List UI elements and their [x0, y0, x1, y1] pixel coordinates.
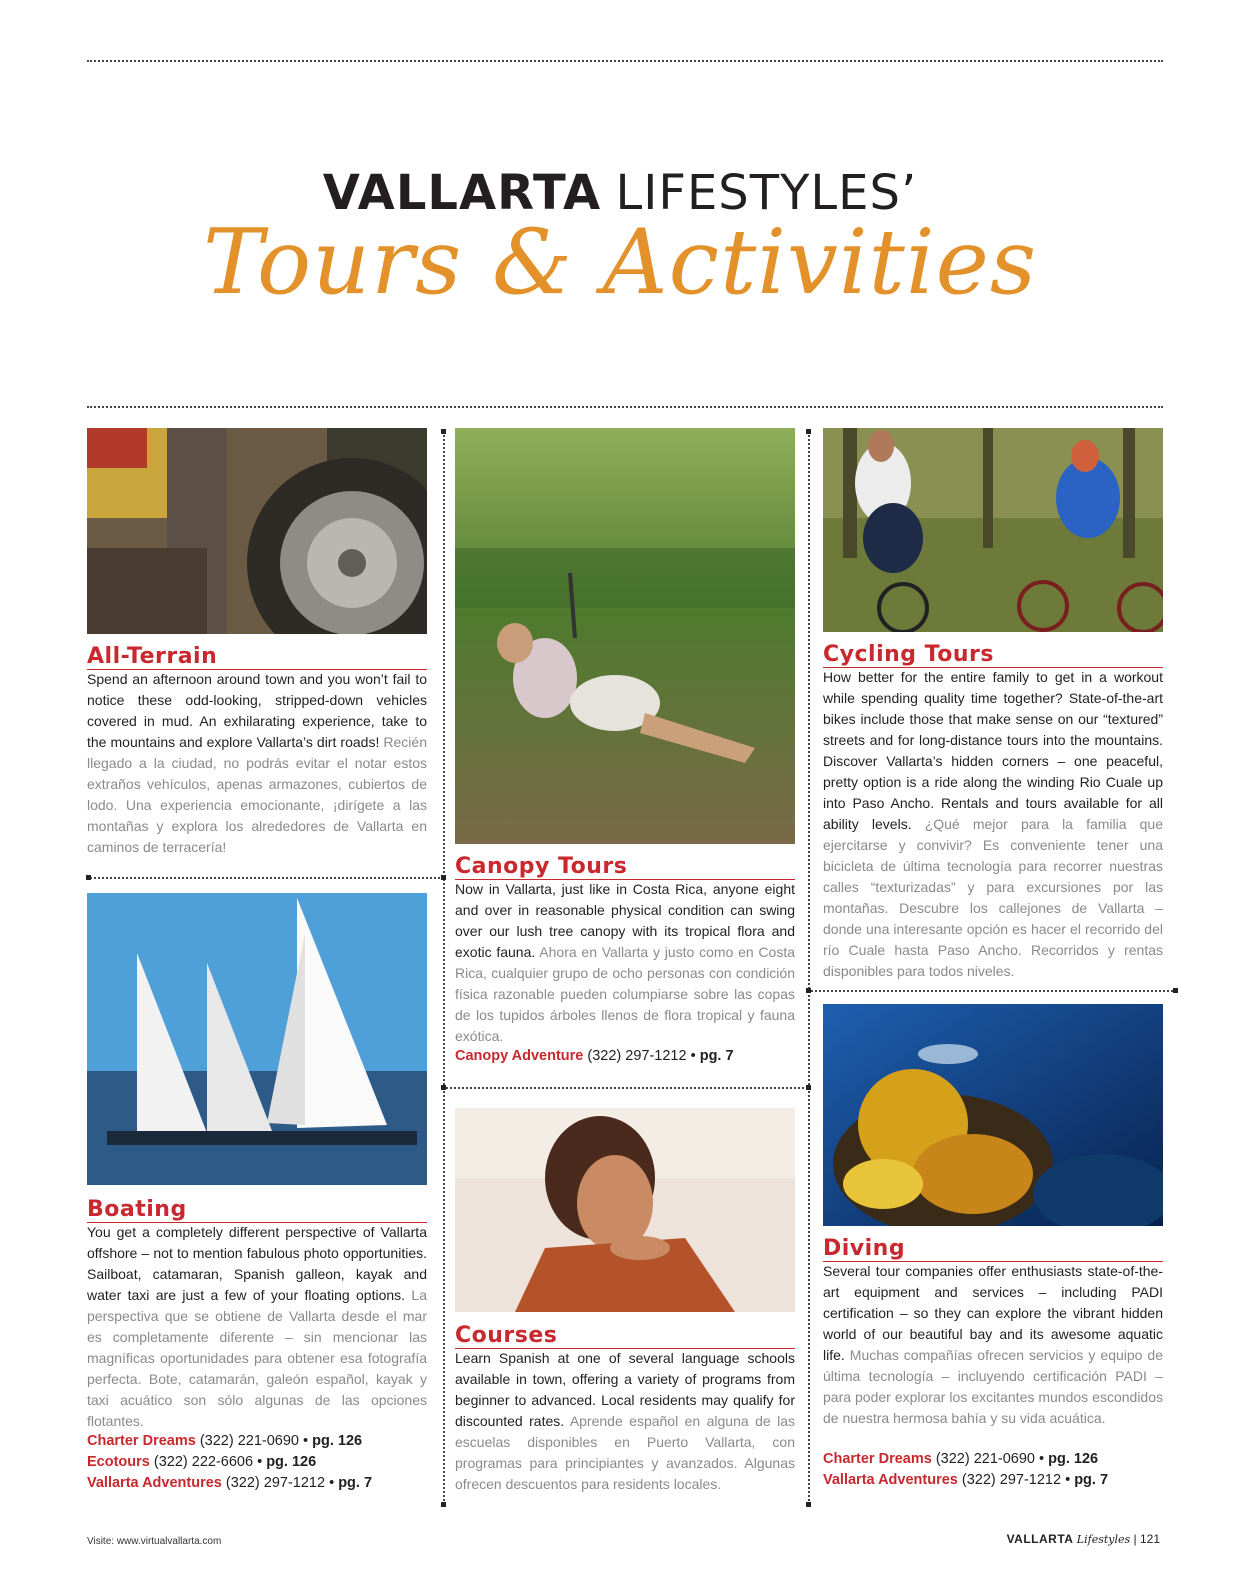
column-divider-left	[443, 432, 445, 1504]
contact-name: Charter Dreams	[823, 1451, 932, 1467]
footer-website: Visite: www.virtualvallarta.com	[87, 1536, 222, 1547]
contact-name: Vallarta Adventures	[823, 1472, 958, 1488]
all-terrain-title: All-Terrain	[87, 645, 427, 670]
divider-marker	[441, 875, 446, 880]
canopy-photo	[455, 428, 795, 844]
divider-marker	[1173, 988, 1178, 993]
diving-photo	[823, 1004, 1163, 1226]
boating-photo	[87, 893, 427, 1185]
brand-bold: VALLARTA	[322, 165, 602, 221]
contact-name: Charter Dreams	[87, 1433, 196, 1449]
courses-english: Learn Spanish at one of several language schools available in town, offering a variety of programs from beginner to advanced. Local residents may qualify for discounted rates.	[455, 1350, 795, 1429]
contact-line: Charter Dreams (322) 221-0690 • pg. 126	[87, 1433, 363, 1449]
contact-phone: (322) 297-1212	[225, 1475, 326, 1491]
column-divider-right	[808, 432, 810, 1504]
canopy-title: Canopy Tours	[455, 855, 795, 880]
canopy-body	[455, 879, 795, 1047]
contact-phone: (322) 221-0690	[199, 1433, 300, 1449]
contact-page: pg. 126	[312, 1433, 363, 1449]
contact-line: Vallarta Adventures (322) 297-1212 • pg. 7	[823, 1472, 1109, 1488]
divider-marker	[806, 1085, 811, 1090]
divider-marker	[86, 875, 91, 880]
footer-lifestyles: Lifestyles	[1076, 1533, 1131, 1546]
contact-page: pg. 7	[699, 1048, 734, 1064]
diving-body	[823, 1261, 1163, 1429]
page-number: 121	[1139, 1532, 1160, 1546]
header-bottom-rule	[87, 406, 1163, 408]
cycling-spanish: ¿Qué mejor para la familia que ejercitarse y convivir? Es conveniente tener una bicicleta de última tecnología para recorrer nuestras calles “texturizadas” y para excursiones por las montañas. Descubre los callejones de Vallarta – donde una interesante opción es hacer el recorrido del río Cuale hasta Paso Ancho. Recorridos y rentas disponibles para todos niveles.	[823, 816, 1163, 979]
diving-english: Several tour companies offer enthusiasts state-of-the-art equipment and services – including PADI certification – so they can explore the vibrant hidden world of our beautiful bay and its awesome aquatic life.	[823, 1263, 1163, 1363]
cycling-photo	[823, 428, 1163, 632]
contact-name: Ecotours	[87, 1454, 150, 1470]
contact-line: Canopy Adventure (322) 297-1212 • pg. 7	[455, 1048, 734, 1064]
contact-phone: (322) 297-1212	[961, 1472, 1062, 1488]
divider-marker	[806, 1502, 811, 1507]
boating-body	[87, 1222, 427, 1432]
footer-brand: VALLARTA	[1006, 1532, 1074, 1546]
contact-line: Charter Dreams (322) 221-0690 • pg. 126	[823, 1451, 1099, 1467]
diving-spanish: Muchas compañías ofrecen servicios y equipo de última tecnología – incluyendo certificación PADI – para poder explorar los excitantes mundos escondidos de nuestra hermosa bahía y su vida acuática.	[823, 1347, 1164, 1426]
contact-name: Vallarta Adventures	[87, 1475, 222, 1491]
all-terrain-body	[87, 669, 427, 858]
section-script-title: Tours & Activities	[202, 210, 1038, 315]
footer-folio	[1007, 1532, 1160, 1546]
courses-photo	[455, 1108, 795, 1312]
footer-separator: |	[1133, 1532, 1137, 1546]
boating-contacts	[87, 1431, 427, 1494]
contact-page: pg. 126	[1048, 1451, 1099, 1467]
contact-page: pg. 7	[1074, 1472, 1109, 1488]
contact-page: pg. 7	[338, 1475, 373, 1491]
diving-contacts	[823, 1449, 1163, 1491]
courses-title: Courses	[455, 1324, 795, 1349]
all-terrain-english: Spend an afternoon around town and you won’t fail to notice these odd-looking, stripped-down vehicles covered in mud. An exhilarating experience, take to the mountains and explore Vallarta’s dirt roads!	[87, 671, 427, 750]
contact-name: Canopy Adventure	[455, 1048, 584, 1064]
canopy-spanish: Ahora en Vallarta y justo como en Costa Rica, cualquier grupo de ocho personas con condición física razonable pueden columpiarse sobre las copas de los tupidos árboles llenos de flora tropical y fauna exótica.	[455, 944, 795, 1044]
divider-marker	[441, 429, 446, 434]
contact-page: pg. 126	[266, 1454, 317, 1470]
cycling-body	[823, 667, 1163, 982]
boating-english: You get a completely different perspective of Vallarta offshore – not to mention fabulous photo opportunities. Sailboat, catamaran, Spanish galleon, kayak and water taxi are just a few of your floating options.	[87, 1224, 427, 1303]
boating-spanish: La perspectiva que se obtiene de Vallarta desde el mar es completamente diferente – sin mencionar las magníficas oportunidades para obtener esa fotografía perfecta. Bote, catamarán, galeón español, kayak y taxi acuático son sólo algunas de las opciones flotantes.	[87, 1287, 427, 1429]
contact-phone: (322) 221-0690	[935, 1451, 1036, 1467]
courses-body	[455, 1348, 795, 1495]
canopy-english: Now in Vallarta, just like in Costa Rica, anyone eight and over in reasonable physical condition can swing over our lush tree canopy with its tropical flora and exotic fauna.	[455, 881, 795, 960]
top-rule	[87, 60, 1163, 62]
all-terrain-spanish: Recién llegado a la ciudad, no podrás evitar el notar estos extraños vehículos, apenas armazones, cubiertos de lodo. Una experiencia emocionante, ¡dirígete a las montañas y explora los alrededores de Vallarta en caminos de terracería!	[87, 734, 427, 855]
contact-line: Vallarta Adventures (322) 297-1212 • pg. 7	[87, 1475, 373, 1491]
divider-marker	[441, 1502, 446, 1507]
separator-col2	[443, 1087, 808, 1089]
divider-marker	[806, 429, 811, 434]
canopy-contacts	[455, 1046, 795, 1067]
divider-marker	[441, 1085, 446, 1090]
all-terrain-photo	[87, 428, 427, 634]
divider-marker	[806, 988, 811, 993]
contact-line: Ecotours (322) 222-6606 • pg. 126	[87, 1454, 317, 1470]
cycling-title: Cycling Tours	[823, 643, 1163, 668]
diving-title: Diving	[823, 1237, 1163, 1262]
separator-col1	[87, 877, 443, 879]
brand-light: LIFESTYLES’	[615, 165, 918, 221]
contact-phone: (322) 222-6606	[153, 1454, 254, 1470]
separator-col3	[808, 990, 1176, 992]
cycling-english: How better for the entire family to get in a workout while spending quality time together? State-of-the-art bikes include those that make sense on our “textured” streets and for long-distance tours into the mountains. Discover Vallarta’s hidden corners – one peaceful, pretty option is a ride along the winding Rio Cuale up into Paso Ancho. Rentals and tours available for all ability levels.	[823, 669, 1163, 832]
courses-spanish: Aprende español en alguna de las escuelas disponibles en Puerto Vallarta, con programas para principiantes y avanzados. Algunas ofrecen descuentos para residents locales.	[455, 1413, 795, 1492]
boating-title: Boating	[87, 1198, 427, 1223]
contact-phone: (322) 297-1212	[587, 1048, 687, 1064]
